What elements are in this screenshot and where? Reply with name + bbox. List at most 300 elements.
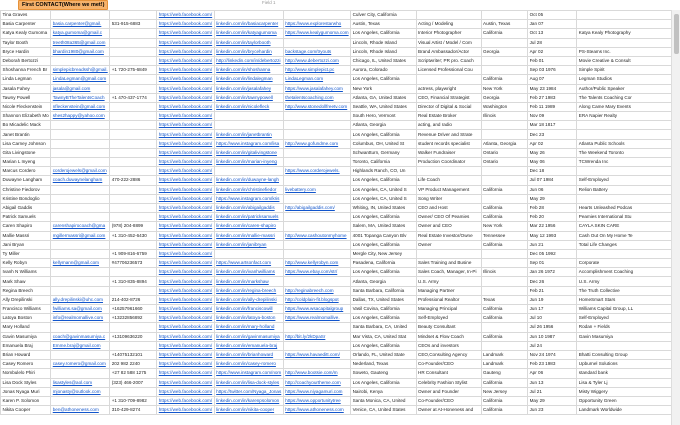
- scrollbar-thumb[interactable]: [674, 14, 679, 54]
- table-row[interactable]: [1, 56, 672, 65]
- cell-role[interactable]: Owner: [416, 240, 481, 249]
- cell-date[interactable]: Jun 21: [528, 240, 577, 249]
- cell-state[interactable]: California: [481, 378, 528, 387]
- cell-date[interactable]: May 29: [528, 194, 577, 203]
- cell-role[interactable]: Owner at At-Honeness and: [416, 406, 481, 415]
- cell-company[interactable]: PS-Steams Inc.: [577, 47, 672, 56]
- table-row[interactable]: [1, 194, 672, 203]
- cell-role[interactable]: Owner and CEO: [416, 222, 481, 231]
- cell-date[interactable]: May 29: [528, 396, 577, 405]
- cell-company[interactable]: [577, 341, 672, 350]
- cell-phone[interactable]: [110, 240, 157, 249]
- cell-phone[interactable]: (323) 466-2007: [110, 378, 157, 387]
- cell-website[interactable]: [283, 38, 350, 47]
- cell-phone[interactable]: [110, 194, 157, 203]
- cell-linkedin[interactable]: linkedin.com/in/lisa-dock-styles: [214, 378, 283, 387]
- cell-linkedin[interactable]: linkedin.com/in/marian-inyeng: [214, 158, 283, 167]
- cell-linkedin[interactable]: linkedin.com/in/janetbrantin: [214, 130, 283, 139]
- cell-phone[interactable]: [110, 167, 157, 176]
- cell-state[interactable]: Tennessee: [481, 231, 528, 240]
- cell-date[interactable]: Feb 01: [528, 56, 577, 65]
- cell-company[interactable]: Legman Studios: [577, 75, 672, 84]
- cell-location[interactable]: Nederland, Texas: [351, 360, 416, 369]
- cell-state[interactable]: [481, 286, 528, 295]
- cell-location[interactable]: Vasil Covina, California: [351, 305, 416, 314]
- cell-location[interactable]: Lincoln, Rhode Island: [351, 38, 416, 47]
- table-row[interactable]: [1, 185, 672, 194]
- cell-date[interactable]: Dec 23: [528, 130, 577, 139]
- cell-role[interactable]: acting, and radio: [416, 121, 481, 130]
- cell-website[interactable]: [283, 148, 350, 157]
- cell-facebook[interactable]: https://web.facebook.com/: [157, 47, 214, 56]
- cell-website[interactable]: https://www.kealygumoma.com: [283, 29, 350, 38]
- cell-date[interactable]: Jun 19: [528, 295, 577, 304]
- cell-date[interactable]: Jan 26 1972: [528, 268, 577, 277]
- cell-linkedin[interactable]: linkedin.com/in/christinefiedor: [214, 185, 283, 194]
- cell-linkedin[interactable]: linkedin.com/in/mary-holland: [214, 323, 283, 332]
- cell-email[interactable]: basia.carpenter@gmail.: [51, 20, 110, 29]
- cell-linkedin[interactable]: linkedin.com/in/janibryan: [214, 240, 283, 249]
- cell-linkedin[interactable]: linkedin.com/in/taylorbooth: [214, 38, 283, 47]
- cell-location[interactable]: Los Angeles, California: [351, 341, 416, 350]
- cell-linkedin[interactable]: linkedin.com/in/regina-breech: [214, 286, 283, 295]
- table-row[interactable]: [1, 277, 672, 286]
- cell-state[interactable]: California: [481, 203, 528, 212]
- cell-linkedin[interactable]: linkedin.com/in/ally-drepilinski: [214, 295, 283, 304]
- cell-date[interactable]: Jun 10 1987: [528, 332, 577, 341]
- cell-state[interactable]: [481, 167, 528, 176]
- table-row[interactable]: [1, 259, 672, 268]
- cell-email[interactable]: simplepicbreadssh@gmail.: [51, 66, 110, 75]
- cell-facebook[interactable]: https://web.facebook.com/: [157, 66, 214, 75]
- cell-state[interactable]: Gauteng: [481, 369, 528, 378]
- cell-name[interactable]: Gita Livingstone: [1, 148, 51, 157]
- cell-location[interactable]: Mergle City, New Jersey: [351, 249, 416, 258]
- cell-email[interactable]: [51, 249, 110, 258]
- cell-linkedin[interactable]: linkedin.com/in/ivanhwilliams: [214, 268, 283, 277]
- cell-name[interactable]: Marcus Cordero: [1, 167, 51, 176]
- cell-role[interactable]: Scriptwriter; PR pro. Coach: [416, 56, 481, 65]
- table-row[interactable]: [1, 286, 672, 295]
- cell-facebook[interactable]: https://web.facebook.com/: [157, 387, 214, 396]
- cell-location[interactable]: Atlanta, GA, United States: [351, 93, 416, 102]
- cell-location[interactable]: Toronto, California: [351, 158, 416, 167]
- cell-email[interactable]: [51, 194, 110, 203]
- cell-state[interactable]: [481, 11, 528, 20]
- cell-location[interactable]: Los Angeles, California: [351, 176, 416, 185]
- cell-website[interactable]: [283, 277, 350, 286]
- cell-state[interactable]: California: [481, 396, 528, 405]
- cell-linkedin[interactable]: https://www.instagram.com/nom: [214, 369, 283, 378]
- cell-location[interactable]: Aurora, Colorado: [351, 66, 416, 75]
- cell-role[interactable]: Owner and Founder: [416, 387, 481, 396]
- cell-linkedin[interactable]: linkedin.com/in/casey-romero: [214, 360, 283, 369]
- table-row[interactable]: [1, 305, 672, 314]
- cell-company[interactable]: Opportunity Green: [577, 396, 672, 405]
- cell-name[interactable]: Basia Carpenter: [1, 20, 51, 29]
- cell-date[interactable]: Sep 03 1976: [528, 66, 577, 75]
- cell-phone[interactable]: [110, 213, 157, 222]
- cell-company[interactable]: Corporate: [577, 259, 672, 268]
- cell-email[interactable]: corderojewels@gmail.com: [51, 167, 110, 176]
- cell-email[interactable]: [51, 121, 110, 130]
- cell-location[interactable]: Whiting, IN, United States: [351, 203, 416, 212]
- cell-name[interactable]: Katya Kealy Gumoma: [1, 29, 51, 38]
- cell-role[interactable]: CEO and Host: [416, 203, 481, 212]
- cell-name[interactable]: Bo Micadelic Mack: [1, 121, 51, 130]
- cell-location[interactable]: Los Angeles, California: [351, 240, 416, 249]
- cell-email[interactable]: casey.romero@gmail.com: [51, 360, 110, 369]
- cell-linkedin[interactable]: https://www.instagram.com/lisa: [214, 139, 283, 148]
- cell-facebook[interactable]: https://web.facebook.com/: [157, 332, 214, 341]
- cell-facebook[interactable]: https://web.facebook.com/: [157, 11, 214, 20]
- cell-phone[interactable]: +16257961660: [110, 305, 157, 314]
- cell-date[interactable]: Jul 28: [528, 38, 577, 47]
- cell-date[interactable]: May 12 1993: [528, 231, 577, 240]
- cell-location[interactable]: Los Angeles, California: [351, 268, 416, 277]
- cell-facebook[interactable]: https://web.facebook.com/: [157, 29, 214, 38]
- cell-role[interactable]: Professional Realtor: [416, 295, 481, 304]
- cell-name[interactable]: Linda Legman: [1, 75, 51, 84]
- cell-location[interactable]: Los Angeles, CA, United S: [351, 185, 416, 194]
- cell-phone[interactable]: [110, 185, 157, 194]
- cell-facebook[interactable]: https://web.facebook.com/: [157, 20, 214, 29]
- cell-name[interactable]: Gavin Masumiya: [1, 332, 51, 341]
- table-row[interactable]: [1, 396, 672, 405]
- cell-company[interactable]: The Talents Coaching Cor: [577, 93, 672, 102]
- cell-date[interactable]: Feb 23 1983: [528, 360, 577, 369]
- cell-role[interactable]: actress, playwright: [416, 84, 481, 93]
- table-row[interactable]: [1, 121, 672, 130]
- cell-phone[interactable]: [110, 203, 157, 212]
- cell-date[interactable]: Jul 21: [528, 387, 577, 396]
- cell-company[interactable]: [577, 121, 672, 130]
- cell-date[interactable]: Mar 22 1956: [528, 222, 577, 231]
- cell-linkedin[interactable]: [214, 11, 283, 20]
- table-row[interactable]: [1, 112, 672, 121]
- cell-phone[interactable]: [110, 341, 157, 350]
- cell-state[interactable]: [481, 56, 528, 65]
- table-row[interactable]: [1, 323, 672, 332]
- cell-date[interactable]: Jan 07: [528, 20, 577, 29]
- cell-facebook[interactable]: https://web.facebook.com/: [157, 148, 214, 157]
- table-row[interactable]: [1, 268, 672, 277]
- cell-company[interactable]: Rodan + Fields: [577, 323, 672, 332]
- cell-linkedin[interactable]: https://www.instagram.com/kris: [214, 194, 283, 203]
- cell-company[interactable]: HomeSmart Stars: [577, 295, 672, 304]
- cell-role[interactable]: CEOs and investors: [416, 341, 481, 350]
- cell-name[interactable]: Janet Brantin: [1, 130, 51, 139]
- table-row[interactable]: [1, 203, 672, 212]
- cell-state[interactable]: Austin, Texas: [481, 20, 528, 29]
- cell-name[interactable]: Deborah Bertozzi: [1, 56, 51, 65]
- table-row[interactable]: [1, 314, 672, 323]
- cell-state[interactable]: Ontario: [481, 158, 528, 167]
- cell-location[interactable]: South Hero, Vermont: [351, 112, 416, 121]
- cell-website[interactable]: [283, 158, 350, 167]
- cell-role[interactable]: VP Product Management: [416, 185, 481, 194]
- cell-location[interactable]: Los Angeles, California: [351, 75, 416, 84]
- cell-name[interactable]: Ty Miller: [1, 249, 51, 258]
- cell-role[interactable]: Managing Partner: [416, 286, 481, 295]
- table-row[interactable]: [1, 158, 672, 167]
- cell-phone[interactable]: [110, 148, 157, 157]
- cell-state[interactable]: New Jersey: [481, 387, 528, 396]
- cell-website[interactable]: http://bit.ly/2kDpaSr: [283, 332, 350, 341]
- cell-website[interactable]: http://coachyourtheme.com: [283, 378, 350, 387]
- cell-location[interactable]: Santa Monica, CA, United: [351, 396, 416, 405]
- cell-email[interactable]: [51, 323, 110, 332]
- cell-phone[interactable]: 214-402-8726: [110, 295, 157, 304]
- cell-facebook[interactable]: https://web.facebook.com/: [157, 406, 214, 415]
- table-row[interactable]: [1, 148, 672, 157]
- cell-phone[interactable]: 202 982 2240: [110, 360, 157, 369]
- cell-email[interactable]: nfleckenstein@gmail.com: [51, 102, 110, 111]
- cell-linkedin[interactable]: linkedin.com/in/patricksamuels: [214, 213, 283, 222]
- cell-location[interactable]: Dallas, TX, United States: [351, 295, 416, 304]
- cell-website[interactable]: http://reginabreech.com: [283, 286, 350, 295]
- cell-name[interactable]: Caren Shapiro: [1, 222, 51, 231]
- cell-role[interactable]: Celebrity Fashion Stylist: [416, 378, 481, 387]
- cell-website[interactable]: [283, 249, 350, 258]
- cell-website[interactable]: http://www.cashoutonmyhome: [283, 231, 350, 240]
- cell-linkedin[interactable]: linkedin.com/in/nikita-cooper: [214, 406, 283, 415]
- cell-location[interactable]: Culver City, California: [351, 11, 416, 20]
- cell-company[interactable]: Relion Battery: [577, 185, 672, 194]
- table-row[interactable]: [1, 84, 672, 93]
- cell-name[interactable]: Brian Howard: [1, 350, 51, 359]
- cell-phone[interactable]: +1 720-275-6849: [110, 66, 157, 75]
- table-row[interactable]: [1, 240, 672, 249]
- cell-email[interactable]: info@realmomallive.com: [51, 314, 110, 323]
- cell-location[interactable]: Santa Barbara, California: [351, 286, 416, 295]
- cell-state[interactable]: California: [481, 332, 528, 341]
- cell-facebook[interactable]: https://web.facebook.com/: [157, 130, 214, 139]
- cell-date[interactable]: Jun 17: [528, 305, 577, 314]
- cell-role[interactable]: Life Coach: [416, 176, 481, 185]
- cell-phone[interactable]: [110, 112, 157, 121]
- cell-facebook[interactable]: https://web.facebook.com/: [157, 56, 214, 65]
- cell-role[interactable]: Sales Training and Busine: [416, 259, 481, 268]
- cell-location[interactable]: Los Angeles, CA, United S: [351, 194, 416, 203]
- cell-company[interactable]: Williams Capital Group, LL: [577, 305, 672, 314]
- cell-phone[interactable]: +1 310-452-6430: [110, 231, 157, 240]
- cell-linkedin[interactable]: linkedin.com/in/nicolefleck: [214, 102, 283, 111]
- cell-role[interactable]: Self-Employed: [416, 314, 481, 323]
- cell-email[interactable]: ben@athoneness.com: [51, 406, 110, 415]
- cell-phone[interactable]: +14075132101: [110, 350, 157, 359]
- cell-email[interactable]: TawnyBTheTalentsCoach: [51, 93, 110, 102]
- cell-website[interactable]: [283, 121, 350, 130]
- table-row[interactable]: [1, 213, 672, 222]
- cell-website[interactable]: https://www.corderojewels.: [283, 167, 350, 176]
- cell-role[interactable]: [416, 249, 481, 258]
- cell-facebook[interactable]: https://web.facebook.com/: [157, 378, 214, 387]
- cell-phone[interactable]: 310-429-8274: [110, 406, 157, 415]
- cell-linkedin[interactable]: [214, 112, 283, 121]
- cell-company[interactable]: U.S. Army: [577, 277, 672, 286]
- cell-phone[interactable]: [110, 38, 157, 47]
- cell-website[interactable]: https://www.ebay.com/str/: [283, 268, 350, 277]
- cell-email[interactable]: [51, 130, 110, 139]
- cell-email[interactable]: mjonasty@outlook.com: [51, 387, 110, 396]
- cell-role[interactable]: Production Coordinator: [416, 158, 481, 167]
- table-row[interactable]: [1, 130, 672, 139]
- cell-email[interactable]: fwilliams.sa@gmail.com: [51, 305, 110, 314]
- cell-location[interactable]: Los Angeles, California: [351, 29, 416, 38]
- cell-website[interactable]: http://coldplain-fit.blogspot: [283, 295, 350, 304]
- cell-website[interactable]: [283, 222, 350, 231]
- cell-role[interactable]: CEO, Financial Strategist: [416, 93, 481, 102]
- cell-name[interactable]: Karen P. Solomon: [1, 396, 51, 405]
- cell-state[interactable]: [481, 323, 528, 332]
- cell-role[interactable]: Real Estate Broker: [416, 112, 481, 121]
- cell-name[interactable]: Mary Holland: [1, 323, 51, 332]
- cell-company[interactable]: CAYLA SKIN CARE: [577, 222, 672, 231]
- cell-website[interactable]: [283, 213, 350, 222]
- cell-email[interactable]: [51, 240, 110, 249]
- cell-linkedin[interactable]: linkedin.com/in/duwayne-langh: [214, 176, 283, 185]
- cell-state[interactable]: New York: [481, 222, 528, 231]
- cell-website[interactable]: [283, 323, 350, 332]
- cell-linkedin[interactable]: [214, 121, 283, 130]
- cell-state[interactable]: Washington: [481, 102, 528, 111]
- cell-linkedin[interactable]: https://twitter.com/Nyaga_Jonas: [214, 387, 283, 396]
- table-row[interactable]: [1, 93, 672, 102]
- cell-facebook[interactable]: https://web.facebook.com/: [157, 295, 214, 304]
- cell-linkedin[interactable]: http://linkedin.com/in/debertozzi: [214, 56, 283, 65]
- cell-email[interactable]: [51, 158, 110, 167]
- cell-phone[interactable]: [110, 323, 157, 332]
- cell-phone[interactable]: [110, 47, 157, 56]
- cell-date[interactable]: Feb 20: [528, 213, 577, 222]
- cell-facebook[interactable]: https://web.facebook.com/: [157, 38, 214, 47]
- cell-website[interactable]: https://www.explorestarwho: [283, 20, 350, 29]
- cell-date[interactable]: Mar 18 1817: [528, 121, 577, 130]
- cell-email[interactable]: [51, 369, 110, 378]
- cell-company[interactable]: Author/Public Speaker: [577, 84, 672, 93]
- cell-facebook[interactable]: https://web.facebook.com/: [157, 75, 214, 84]
- cell-phone[interactable]: [110, 268, 157, 277]
- cell-state[interactable]: Illinois: [481, 112, 528, 121]
- cell-email[interactable]: ally.drepilinski@uhc.com: [51, 295, 110, 304]
- cell-name[interactable]: Ally Drepilinski: [1, 295, 51, 304]
- cell-company[interactable]: Atlanta Public Schools: [577, 139, 672, 148]
- table-row[interactable]: [1, 47, 672, 56]
- cell-facebook[interactable]: https://web.facebook.com/: [157, 203, 214, 212]
- cell-linkedin[interactable]: linkedin.com/in/gitalivingstone: [214, 148, 283, 157]
- cell-date[interactable]: Jun 23: [528, 406, 577, 415]
- cell-phone[interactable]: [110, 11, 157, 20]
- cell-website[interactable]: http://www.kellyrobyn.com: [283, 259, 350, 268]
- cell-company[interactable]: [577, 11, 672, 20]
- cell-facebook[interactable]: https://web.facebook.com/: [157, 139, 214, 148]
- cell-website[interactable]: [283, 360, 350, 369]
- cell-facebook[interactable]: https://web.facebook.com/: [157, 121, 214, 130]
- cell-email[interactable]: [51, 185, 110, 194]
- cell-phone[interactable]: [110, 84, 157, 93]
- cell-facebook[interactable]: https://web.facebook.com/: [157, 314, 214, 323]
- cell-name[interactable]: Latoya Boston: [1, 314, 51, 323]
- cell-location[interactable]: Columbus, OH, United St: [351, 139, 416, 148]
- cell-role[interactable]: Mindset & Flow Coach: [416, 332, 481, 341]
- cell-name[interactable]: Taylor Booth: [1, 38, 51, 47]
- cell-email[interactable]: [51, 56, 110, 65]
- cell-facebook[interactable]: https://web.facebook.com/: [157, 102, 214, 111]
- cell-email[interactable]: mgillermassri@gmail.com: [51, 231, 110, 240]
- cell-email[interactable]: treeth08a365@gmail.com: [51, 38, 110, 47]
- cell-name[interactable]: Tina Graves: [1, 11, 51, 20]
- cell-facebook[interactable]: https://web.facebook.com/: [157, 240, 214, 249]
- cell-date[interactable]: Dec 18: [528, 167, 577, 176]
- cell-website[interactable]: thetalentscoaching.com: [283, 93, 350, 102]
- cell-company[interactable]: Simple Spirit: [577, 66, 672, 75]
- cell-location[interactable]: Los Angeles, California: [351, 213, 416, 222]
- cell-date[interactable]: Jul 24: [528, 341, 577, 350]
- cell-linkedin[interactable]: linkedin.com/in/gavinmasumiya: [214, 332, 283, 341]
- cell-date[interactable]: Feb 21: [528, 286, 577, 295]
- cell-role[interactable]: Owner/ CEO Of Peamies: [416, 213, 481, 222]
- cell-email[interactable]: lisastyles@aol.com: [51, 378, 110, 387]
- cell-company[interactable]: [577, 167, 672, 176]
- cell-email[interactable]: coach.duwaynelangham: [51, 176, 110, 185]
- cell-linkedin[interactable]: linkedin.com/in/katyagumoma: [214, 29, 283, 38]
- cell-company[interactable]: standard bank: [577, 369, 672, 378]
- cell-website[interactable]: http://www.debertozzi.com: [283, 56, 350, 65]
- cell-phone[interactable]: +13232856892: [110, 314, 157, 323]
- cell-phone[interactable]: +27 82 588 1275: [110, 369, 157, 378]
- table-row[interactable]: [1, 360, 672, 369]
- cell-name[interactable]: Abigail Gaddis: [1, 203, 51, 212]
- cell-facebook[interactable]: https://web.facebook.com/: [157, 369, 214, 378]
- cell-state[interactable]: Landmark: [481, 360, 528, 369]
- table-row[interactable]: [1, 102, 672, 111]
- cell-role[interactable]: [416, 11, 481, 20]
- table-row[interactable]: [1, 11, 672, 20]
- table-row[interactable]: [1, 29, 672, 38]
- cell-date[interactable]: Apr 02: [528, 47, 577, 56]
- cell-state[interactable]: Georgia: [481, 93, 528, 102]
- cell-facebook[interactable]: https://web.facebook.com/: [157, 305, 214, 314]
- table-row[interactable]: [1, 387, 672, 396]
- cell-linkedin[interactable]: linkedin.com/in/mallie-massri: [214, 231, 283, 240]
- cell-state[interactable]: [481, 176, 528, 185]
- cell-email[interactable]: [51, 139, 110, 148]
- cell-website[interactable]: [283, 11, 350, 20]
- cell-date[interactable]: Dec 05 1992: [528, 249, 577, 258]
- cell-role[interactable]: Co-Founder/CEO: [416, 396, 481, 405]
- cell-website[interactable]: backstage.com/tryouts: [283, 47, 350, 56]
- cell-email[interactable]: bhardin1980@gmail.com: [51, 47, 110, 56]
- cell-phone[interactable]: [110, 121, 157, 130]
- cell-location[interactable]: 4001 Topanga Canyon Blv: [351, 231, 416, 240]
- cell-date[interactable]: Nov 24 1974: [528, 350, 577, 359]
- cell-role[interactable]: HR Consultant: [416, 369, 481, 378]
- cell-name[interactable]: Tawny Powell: [1, 93, 51, 102]
- cell-linkedin[interactable]: [214, 249, 283, 258]
- table-row[interactable]: [1, 176, 672, 185]
- cell-company[interactable]: Upburnel Solutions: [577, 360, 672, 369]
- table-row[interactable]: [1, 249, 672, 258]
- cell-company[interactable]: [577, 249, 672, 258]
- cell-role[interactable]: CEO,Consulting Agency: [416, 350, 481, 359]
- cell-phone[interactable]: [110, 56, 157, 65]
- cell-location[interactable]: Highlands Ranch, CO, Un: [351, 167, 416, 176]
- cell-company[interactable]: Self-Employed: [577, 314, 672, 323]
- cell-linkedin[interactable]: linkedin.com/in/abigailgaddis: [214, 203, 283, 212]
- table-row[interactable]: [1, 341, 672, 350]
- cell-name[interactable]: Shannon Elizabeth Mo: [1, 112, 51, 121]
